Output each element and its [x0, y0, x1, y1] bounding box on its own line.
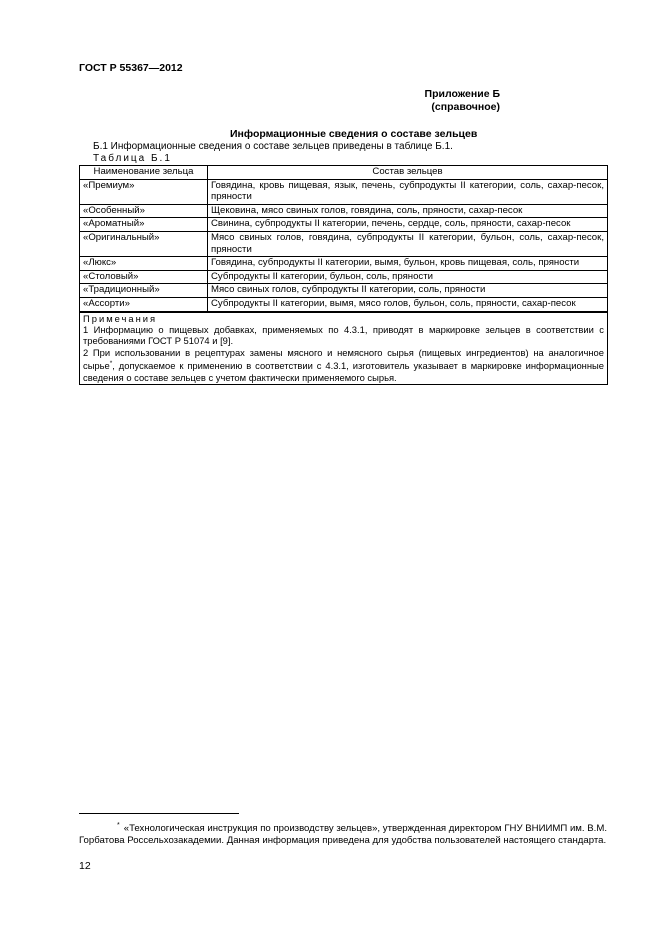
row-composition: Говядина, кровь пищевая, язык, печень, субпродукты II категории, соль, сахар-песок, пряности — [208, 179, 608, 204]
table-row — [80, 179, 608, 204]
header-name: Наименование зельца — [80, 166, 208, 180]
table-row — [80, 297, 608, 311]
row-name: «Люкс» — [80, 257, 208, 271]
appendix-subtitle: (справочное) — [431, 101, 500, 113]
footnote — [79, 820, 607, 847]
section-title: Информационные сведения о составе зельцев — [230, 128, 478, 140]
footnote-separator — [79, 813, 239, 814]
row-composition: Говядина, субпродукты II категории, вымя, бульон, кровь пищевая, соль, пряности — [208, 257, 608, 271]
row-name: «Оригинальный» — [80, 231, 208, 256]
table-notes — [80, 312, 608, 385]
table-row — [80, 257, 608, 271]
table-row — [80, 218, 608, 232]
header-composition: Состав зельцев — [208, 166, 608, 180]
note-2-text: 2 При использовании в рецептурах замены мясного и немясного сырья (пищевых ингредиентов) на аналогичное сырье — [83, 346, 604, 372]
note-2-footnote-mark: * — [109, 360, 113, 368]
row-composition: Мясо свиных голов, говядина, субпродукты II категории, бульон, соль, сахар-песок, пряности — [208, 231, 608, 256]
row-composition: Мясо свиных голов, субпродукты II категории, соль, пряности — [208, 284, 608, 298]
row-name: «Ароматный» — [80, 218, 208, 232]
composition-table — [79, 165, 608, 385]
row-name: «Особенный» — [80, 204, 208, 218]
page-number: 12 — [79, 860, 91, 872]
table-caption: Таблица Б.1 — [93, 153, 172, 164]
row-name: «Ассорти» — [80, 297, 208, 311]
row-composition: Субпродукты II категории, вымя, мясо голов, бульон, соль, пряности, сахар-песок — [208, 297, 608, 311]
table-header-row — [80, 166, 608, 180]
footnote-mark: * — [117, 822, 120, 829]
table-notes-row — [80, 312, 608, 385]
row-name: «Премиум» — [80, 179, 208, 204]
table-row — [80, 204, 608, 218]
note-2 — [83, 347, 604, 383]
row-composition: Субпродукты II категории, бульон, соль, пряности — [208, 270, 608, 284]
note-1: 1 Информацию о пищевых добавках, применяемых по 4.3.1, приводят в маркировке зельцев в соответствии с требованиями ГОСТ Р 51074 и [9]. — [83, 323, 604, 347]
note-2-text-cont: , допускаемое к применению в соответствии с 4.3.1, изготовитель указывает в маркировке информационные сведения о составе зельцев с учетом фактически применяемого сырья. — [83, 360, 604, 383]
document-code: ГОСТ Р 55367—2012 — [79, 62, 183, 74]
row-name: «Столовый» — [80, 270, 208, 284]
footnote-text: «Технологическая инструкция по производству зельцев», утвержденная директором ГНУ ВНИИМП им. В.М. Горбатова Россельхозакадемии. Данная информация приведена для удобства пользователей настоящего стандарта. — [79, 823, 607, 847]
row-composition: Щековина, мясо свиных голов, говядина, соль, пряности, сахар-песок — [208, 204, 608, 218]
table-row — [80, 270, 608, 284]
section-intro: Б.1 Информационные сведения о составе зельцев приведены в таблице Б.1. — [93, 141, 453, 152]
notes-title: Примечания — [83, 312, 158, 324]
table-row — [80, 284, 608, 298]
appendix-title: Приложение Б — [424, 88, 500, 100]
table-row — [80, 231, 608, 256]
row-composition: Свинина, субпродукты II категории, печень, сердце, соль, пряности, сахар-песок — [208, 218, 608, 232]
row-name: «Традиционный» — [80, 284, 208, 298]
